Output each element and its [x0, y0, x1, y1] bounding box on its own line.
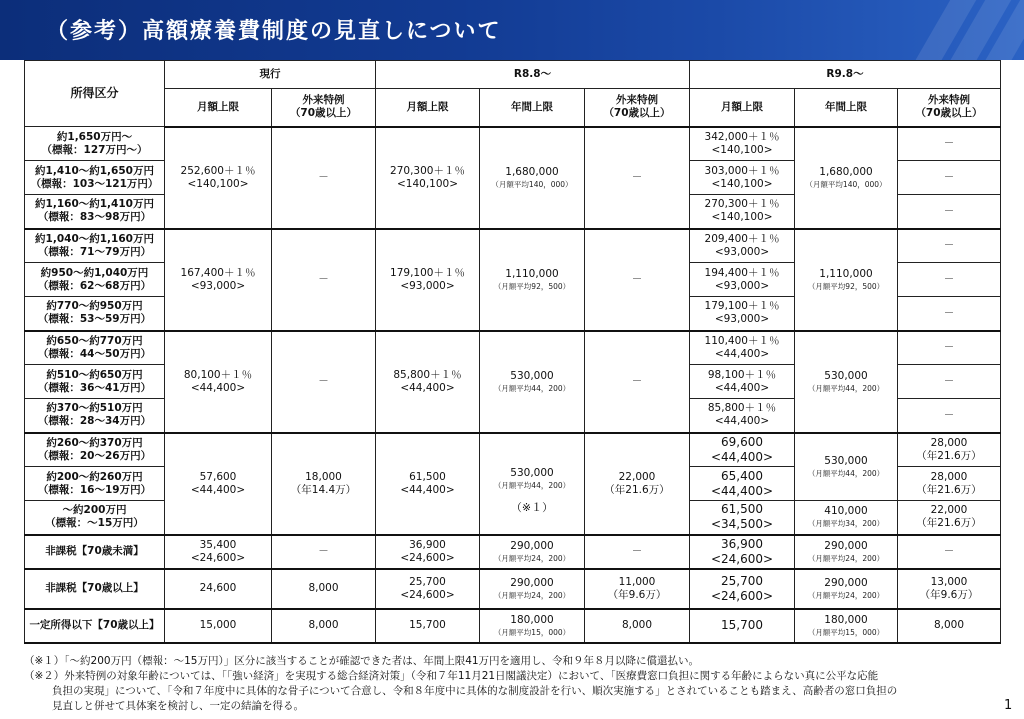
r98-annual: 530,000 （月額平均44，200）: [795, 331, 898, 433]
income-label: 一定所得以下【70歳以上】: [25, 609, 165, 643]
r98-monthly: 209,400＋１％ <93,000>: [690, 229, 795, 263]
income-label: ～約200万円 （標報：～15万円）: [25, 501, 165, 535]
current-header: 現行: [165, 61, 376, 89]
footnote-1: （※１）「～約200万円（標報：～15万円）」区分に該当することが確認できた者は、年間上限41万円を適用し、令和９年８月以降に償還払い。: [24, 655, 700, 667]
r88-monthly: 25,700 <24,600>: [376, 569, 480, 609]
table-row: [25, 127, 1001, 161]
r88-monthly: 179,100＋１％ <93,000>: [376, 229, 480, 331]
r98-outpatient: 28,000 （年21.6万）: [898, 467, 1001, 501]
r88-header: R8.8～: [376, 61, 690, 89]
r98-outpatient: －: [898, 365, 1001, 399]
r98-monthly: 98,100＋１％ <44,400>: [690, 365, 795, 399]
current-monthly: 252,600＋１％ <140,100>: [165, 127, 272, 229]
current-monthly: 35,400 <24,600>: [165, 535, 272, 569]
income-label: 約1,160～約1,410万円 （標報：83～98万円）: [25, 195, 165, 229]
table-row: [25, 331, 1001, 365]
current-outpatient: 8,000: [272, 609, 376, 643]
income-label: 約260～約370万円 （標報：20～26万円）: [25, 433, 165, 467]
r88-annual: 1,110,000 （月額平均92，500）: [480, 229, 585, 331]
current-outpatient: －: [272, 535, 376, 569]
r98-outpatient: －: [898, 399, 1001, 433]
current-outpatient-header: 外来特例 （70歳以上）: [272, 89, 376, 127]
r98-outpatient: －: [898, 229, 1001, 263]
r98-monthly: 85,800＋１％ <44,400>: [690, 399, 795, 433]
r88-outpatient: 22,000 （年21.6万）: [585, 433, 690, 535]
current-monthly: 24,600: [165, 569, 272, 609]
r88-annual: 530,000 （月額平均44，200） （※１）: [480, 433, 585, 535]
table-row: [25, 609, 1001, 643]
r98-monthly: 303,000＋１％ <140,100>: [690, 161, 795, 195]
comparison-table: [24, 60, 1001, 644]
header-row-1: [25, 61, 1001, 89]
r98-monthly: 15,700: [690, 609, 795, 643]
page-title: （参考）高額療養費制度の見直しについて: [46, 19, 502, 44]
r88-annual: 1,680,000 （月額平均140，000）: [480, 127, 585, 229]
r88-outpatient: 8,000: [585, 609, 690, 643]
income-label: 約770～約950万円 （標報：53～59万円）: [25, 297, 165, 331]
r98-annual: 1,110,000 （月額平均92，500）: [795, 229, 898, 331]
current-monthly: 15,000: [165, 609, 272, 643]
r88-outpatient: －: [585, 229, 690, 331]
r98-outpatient-header: 外来特例 （70歳以上）: [898, 89, 1001, 127]
r98-monthly: 65,400 <44,400>: [690, 467, 795, 501]
current-monthly: 57,600 <44,400>: [165, 433, 272, 535]
r88-annual: 290,000 （月額平均24，200）: [480, 569, 585, 609]
r98-outpatient: 13,000 （年9.6万）: [898, 569, 1001, 609]
r98-monthly: 36,900 <24,600>: [690, 535, 795, 569]
r98-annual: 530,000 （月額平均44，200）: [795, 433, 898, 501]
r98-header: R9.8～: [690, 61, 1001, 89]
income-label: 約1,650万円～ （標報：127万円～）: [25, 127, 165, 161]
r98-monthly: 69,600 <44,400>: [690, 433, 795, 467]
r98-outpatient: －: [898, 161, 1001, 195]
r88-monthly: 270,300＋１％ <140,100>: [376, 127, 480, 229]
r88-outpatient: －: [585, 535, 690, 569]
income-header: 所得区分: [25, 61, 165, 127]
current-monthly: 80,100＋１％ <44,400>: [165, 331, 272, 433]
r98-outpatient: －: [898, 195, 1001, 229]
r98-monthly-header: 月額上限: [690, 89, 795, 127]
footnote-2-cont: 負担の実現」について、「令和７年度中に具体的な骨子について合意し、令和８年度中に具体的な制度設計を行い、順次実施する」とされていることも踏まえ、高齢者の窓口負担の: [52, 685, 898, 697]
current-outpatient: 18,000 （年14.4万）: [272, 433, 376, 535]
r88-annual-header: 年間上限: [480, 89, 585, 127]
table-row: [25, 229, 1001, 263]
current-outpatient: 8,000: [272, 569, 376, 609]
r98-outpatient: －: [898, 297, 1001, 331]
r98-outpatient: 28,000 （年21.6万）: [898, 433, 1001, 467]
r98-outpatient: 22,000 （年21.6万）: [898, 501, 1001, 535]
table-row: [25, 535, 1001, 569]
r98-outpatient: －: [898, 263, 1001, 297]
r88-outpatient: －: [585, 331, 690, 433]
current-outpatient: －: [272, 229, 376, 331]
r88-outpatient: 11,000 （年9.6万）: [585, 569, 690, 609]
r98-outpatient: －: [898, 535, 1001, 569]
footnote-2: （※２）外来特例の対象年齢については、「「強い経済」を実現する総合経済対策」（令和７年11月21日閣議決定）において、「医療費窓口負担に関する年齢によらない真に公平な応能: [24, 670, 879, 682]
table-row: [25, 433, 1001, 467]
r88-monthly: 15,700: [376, 609, 480, 643]
income-label: 約950～約1,040万円 （標報：62～68万円）: [25, 263, 165, 297]
header-row-2: [25, 89, 1001, 127]
current-monthly: 167,400＋１％ <93,000>: [165, 229, 272, 331]
r98-annual: 1,680,000 （月額平均140，000）: [795, 127, 898, 229]
r88-outpatient-header: 外来特例 （70歳以上）: [585, 89, 690, 127]
income-label: 約650～約770万円 （標報：44～50万円）: [25, 331, 165, 365]
r88-monthly: 61,500 <44,400>: [376, 433, 480, 535]
r98-outpatient: －: [898, 331, 1001, 365]
r88-monthly-header: 月額上限: [376, 89, 480, 127]
r98-monthly: 61,500 <34,500>: [690, 501, 795, 535]
income-label: 非課税【70歳未満】: [25, 535, 165, 569]
r98-monthly: 179,100＋１％ <93,000>: [690, 297, 795, 331]
r88-outpatient: －: [585, 127, 690, 229]
current-outpatient: －: [272, 331, 376, 433]
income-label: 約370～約510万円 （標報：28～34万円）: [25, 399, 165, 433]
page-number: 1: [1004, 698, 1013, 713]
footnotes: [24, 654, 1014, 714]
r98-monthly: 342,000＋１％ <140,100>: [690, 127, 795, 161]
footnote-2-cont: 見直しと併せて具体案を検討し、一定の結論を得る。: [52, 700, 304, 712]
r88-monthly: 36,900 <24,600>: [376, 535, 480, 569]
r98-annual: 290,000 （月額平均24，200）: [795, 535, 898, 569]
income-label: 非課税【70歳以上】: [25, 569, 165, 609]
income-label: 約510～約650万円 （標報：36～41万円）: [25, 365, 165, 399]
r88-annual: 180,000 （月額平均15，000）: [480, 609, 585, 643]
income-label: 約1,410～約1,650万円 （標報：103～121万円）: [25, 161, 165, 195]
r88-monthly: 85,800＋１％ <44,400>: [376, 331, 480, 433]
r88-annual: 290,000 （月額平均24，200）: [480, 535, 585, 569]
table-row: [25, 569, 1001, 609]
r98-monthly: 110,400＋１％ <44,400>: [690, 331, 795, 365]
r98-monthly: 270,300＋１％ <140,100>: [690, 195, 795, 229]
r98-annual: 180,000 （月額平均15，000）: [795, 609, 898, 643]
current-outpatient: －: [272, 127, 376, 229]
current-monthly-header: 月額上限: [165, 89, 272, 127]
r98-monthly: 25,700 <24,600>: [690, 569, 795, 609]
r98-annual: 290,000 （月額平均24，200）: [795, 569, 898, 609]
income-label: 約1,040～約1,160万円 （標報：71～79万円）: [25, 229, 165, 263]
r98-outpatient: －: [898, 127, 1001, 161]
r98-annual: 410,000 （月額平均34，200）: [795, 501, 898, 535]
title-banner: [0, 0, 1024, 60]
r98-annual-header: 年間上限: [795, 89, 898, 127]
income-label: 約200～約260万円 （標報：16～19万円）: [25, 467, 165, 501]
r98-outpatient: 8,000: [898, 609, 1001, 643]
r98-monthly: 194,400＋１％ <93,000>: [690, 263, 795, 297]
r88-annual: 530,000 （月額平均44，200）: [480, 331, 585, 433]
